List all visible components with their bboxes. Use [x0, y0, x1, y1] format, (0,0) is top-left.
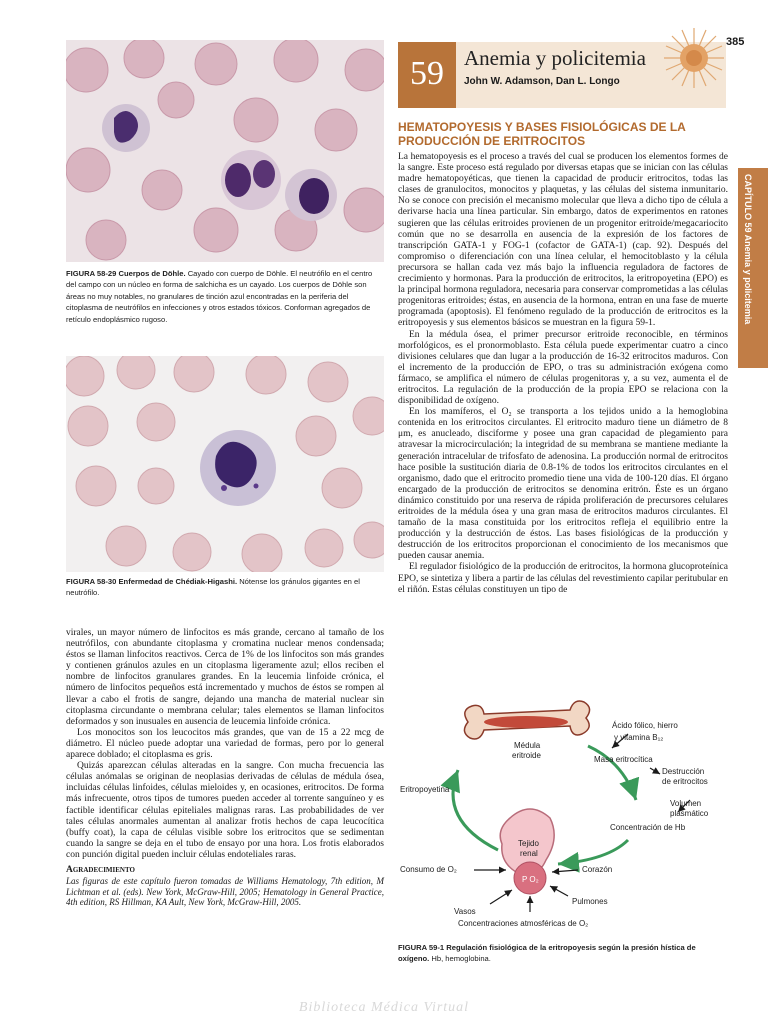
section-heading: HEMATOPOYESIS Y BASES FISIOLÓGICAS DE LA PRODUCCIÓN DE ERITROCITOS	[398, 120, 686, 148]
side-tab-label: CAPÍTULO 59 Anemia y policitemia	[743, 174, 753, 325]
diagram-label: Concentración de Hb	[610, 823, 686, 832]
right-column-text	[398, 152, 728, 596]
bone-icon	[464, 701, 589, 739]
diagram-label: de eritrocitos	[662, 777, 708, 786]
page-number: 385	[726, 36, 745, 48]
diagram-label: Volumen	[670, 799, 702, 808]
diagram-label: Eritropoyetina	[400, 785, 450, 794]
paragraph: En los mamíferos, el O₂ se transporta a los tejidos unido a la hemoglobina contenida en los eritrocitos circulantes. El eritrocito maduro tiene un diámetro de 8 μm, es anucleado, disciforme y posee una gran capacidad de plegamiento para atravesar la microcirculación; la integridad de su membrana se mantiene mediante la generación intracelular de trifosfato de adenosina. La producción normal de eritrocitos hace posible la sustitución diaria de 0.8-1% de todos los eritrocitos circulantes en el organismo, dado que el eritrocito promedio tiene una vida de 100-120 días. El órgano encargado de la producción de eritrocitos se denomina eritrón. Éste es un órgano dinámico constituido por una reserva de rápida proliferación de precursores celulares eritroides de la médula ósea y una gran masa de eritrocitos maduros circulantes. El tamaño de la masa constituida por los eritrocitos refleja el equilibrio entre la producción y la destrucción de éstos. Las bases fisiológicas de la producción y destrucción de los eritrocitos proporcionan el conocimiento de los mecanismos que pueden causar anemia.	[398, 407, 728, 562]
diagram-label: Concentraciones atmosféricas de O₂	[458, 919, 589, 928]
figure-text: Hb, hemoglobina.	[431, 954, 491, 964]
left-column-text	[66, 628, 384, 908]
dohle-bodies-photo	[66, 40, 384, 262]
diagram-label: Destrucción	[662, 767, 705, 776]
diagram-label: plasmático	[670, 809, 709, 818]
figure-label: FIGURA 59-1	[398, 943, 445, 952]
chapter-side-tab	[738, 168, 768, 368]
figure-label: FIGURA 58-30	[66, 577, 117, 586]
figure-title: Cuerpos de Döhle.	[118, 269, 186, 278]
burst-icon	[662, 26, 726, 95]
diagram-label: Corazón	[582, 865, 613, 874]
diagram-label: Ácido fólico, hierro	[612, 721, 678, 730]
figure-title: Enfermedad de Chédiak-Higashi.	[118, 577, 238, 586]
figure-59-1-caption	[398, 942, 728, 965]
diagram-label: P O₂	[522, 875, 539, 884]
chapter-number: 59	[398, 42, 456, 108]
diagram-label: eritroide	[512, 751, 541, 760]
diagram-label: renal	[520, 849, 538, 858]
figure-text: Nótense los gránulos gigantes en el neutrófilo.	[66, 577, 360, 598]
acknowledgment-text: Las figuras de este capítulo fueron tomadas de Williams Hematology, 7th edition, M Lichtman et al. (eds). New York, McGraw-Hill, 2005; Hematology in General Practice, 4th edition, RS Hillman, KA Ault, New York, McGraw-Hill, 2005.	[66, 876, 384, 908]
watermark: Biblioteca Médica Virtual	[298, 1000, 470, 1015]
chapter-title: Anemia y policitemia	[464, 46, 646, 70]
figure-label: FIGURA 58-29	[66, 269, 117, 278]
paragraph: En la médula ósea, el primer precursor eritroide reconocible, en términos morfológicos, es el pronormoblasto. Esta célula puede experimentar cuatro a cinco divisiones celulares que dan lugar a la producción de 16-32 eritrocitos maduros. Con el incremento de la producción de EPO, o tras su administración exógena como fármaco, se amplifica el número de células progenitoras y, a su vez, aumenta el de eritrocitos. La regulación de la producción de la propia EPO se relaciona con la disponibilidad de oxígeno.	[398, 329, 728, 407]
paragraph: virales, un mayor número de linfocitos es más grande, cercano al tamaño de los neutrófilos, con abundante citoplasma y cromatina nuclear menos condensada; éstos se llaman linfocitos reactivos. Cerca de 1% de los linfocitos son más grandes y contienen gránulos azules en un citoplasma ligeramente azul; ellos reciben el nombre de linfocitos granulares grandes. En la leucemia linfoide crónica, el número de linfocitos pequeños está incrementado y muchos de éstos se rompen al llevar a cabo el frotis de sangre, dejando una mancha de material nuclear sin citoplasma circundante o membrana celular; tales elementos se llaman linfocitos deformados y son inusuales en ausencia de leucemia linfoide crónica.	[66, 628, 384, 727]
diagram-label: Vasos	[454, 907, 476, 916]
figure-text: Cayado con cuerpo de Döhle. El neutrófilo en el centro del campo con un núcleo en forma de salchicha es un cayado. Los cuerpos de Döhle son áreas no muy notables, no granulares de tinción azul encontradas en la periferia del citoplasma de neutrófilos en infecciones y otros estados tóxicos. Conforman agregados de retículo endoplásmico rugoso.	[66, 269, 373, 324]
diagram-label: Pulmones	[572, 897, 608, 906]
figure-58-30-caption	[66, 576, 384, 599]
diagram-label: y vitamina B₁₂	[614, 733, 664, 742]
diagram-label: Masa eritrocítica	[594, 755, 653, 764]
chediak-higashi-photo	[66, 356, 384, 572]
chapter-authors: John W. Adamson, Dan L. Longo	[464, 76, 620, 87]
diagram-label: Consumo de O₂	[400, 865, 457, 874]
paragraph: Los monocitos son los leucocitos más grandes, que van de 15 a 22 mcg de diámetro. El núcleo puede adoptar una variedad de formas, pero por lo general aparece doblado; el citoplasma es gris.	[66, 727, 384, 761]
diagram-label: Médula	[514, 741, 541, 750]
paragraph: Quizás aparezcan células alteradas en la sangre. Con mucha frecuencia las células anómalas se originan de neoplasias derivadas de células de médula ósea, incluidas células linfoides, células mieloides y, en ocasiones, eritrocitos. De forma más infrecuente, otros tipos de tumores pueden acceder al torrente sanguíneo y es factible identificar células epiteliales malignas raras. Las probabilidades de ver tales células anormales aumentan al analizar frotis hechos de capa leucocítica (buffy coat), la capa de células visible sobre los eritrocitos que se sedimentan cuando la sangre se deja en el tubo de ensayo por una hora. Los frotis elaborados con punción digital pueden incluir células endoteliales raras.	[66, 761, 384, 860]
paragraph: La hematopoyesis es el proceso a través del cual se producen los elementos formes de la sangre. Este proceso está regulado por diversas etapas que se inician con las células madre hematopoyéticas, que tienen la capacidad de producir eritrocitos, todas las clases de granulocitos, monocitos y plaquetas, y las células del sistema inmunitario. No se conoce con precisión el mecanismo molecular que lleva a dicho tipo de célula a derivarse hacia una línea particular. Sin embargo, datos de experimentos en ratones sugieren que las células eritroides provienen de un progenitor eritroide/megacariocito común que no se desarrolla en ausencia de la expresión de los factores de transcripción GATA-1 y FOG-1 (cofactor de GATA-1) (cap. 92). Después del compromiso o diferenciación con una línea celular, el hemocitoblasto y la célula precursora se hallan cada vez más bajo la influencia reguladora de factores de crecimiento y hormonas. Para la producción de eritrocitos, la eritropoyetina (EPO) es la principal hormona reguladora, necesaria para conservar comprometidas a las células progenitoras eritroides; éstas, en ausencia de la hormona, entran en una fase de muerte programada (apoptosis). El fenómeno regulado de la producción de eritrocitos es la eritropoyesis y sus elementos básicos se muestran en la figura 59-1.	[398, 152, 728, 329]
erythropoiesis-diagram	[398, 700, 728, 940]
figure-58-29-caption	[66, 268, 384, 325]
acknowledgment-heading: Agradecimiento	[66, 864, 135, 875]
diagram-label: Tejido	[518, 839, 539, 848]
figure-title: Regulación fisiológica de la eritropoyesis según la presión hística de oxígeno.	[398, 943, 696, 964]
paragraph: El regulador fisiológico de la producción de eritrocitos, la hormona glucoproteínica EPO, se sintetiza y libera a partir de las células del revestimiento capilar peritubular en el riñón. Estas células constituyen un tipo de	[398, 562, 728, 595]
